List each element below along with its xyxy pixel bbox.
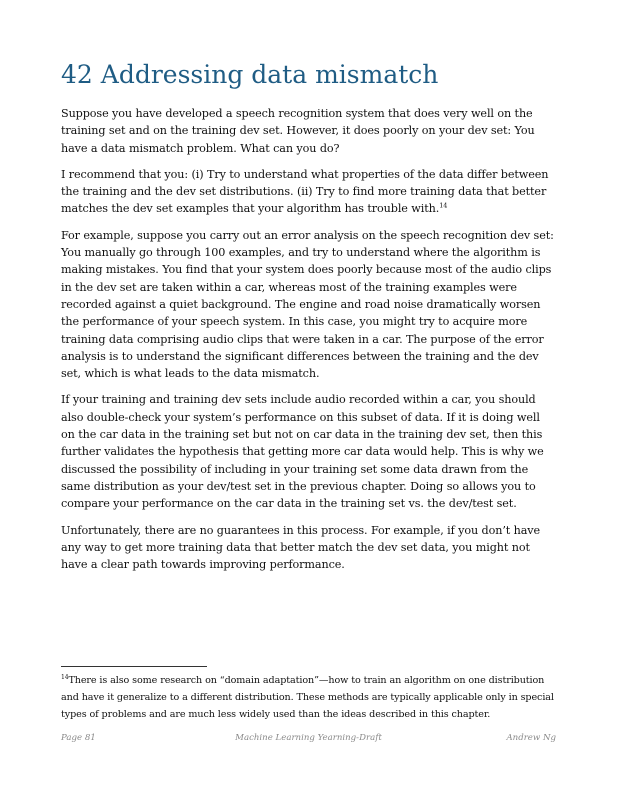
footer-book-title: Machine Learning Yearning-Draft <box>235 733 382 743</box>
paragraph-2-text: I recommend that you: (i) Try to understand what properties of the data differ between the training and the dev set distributions. (ii) Try to find more training data that better matches the dev set examples that your algorithm has trouble with. <box>61 167 549 216</box>
footer-author: Andrew Ng <box>506 733 556 743</box>
paragraph-5: Unfortunately, there are no guarantees in this process. For example, if you don’t have any way to get more training data that better match the dev set data, you might not have a clear path towards improving performance. <box>61 523 541 572</box>
paragraph-2 <box>61 166 555 218</box>
footnote-divider <box>61 666 207 667</box>
footnote <box>61 672 557 724</box>
footnote-text: There is also some research on “domain adaptation”—how to train an algorithm on one distribution and have it generalize to a different distribution. These methods are typically applicable only in special types of problems and are much less widely used than the ideas described in this chapter. <box>61 675 554 721</box>
paragraph-4: If your training and training dev sets include audio recorded within a car, you should also double-check your system’s performance on this subset of data. If it is doing well on the car data in the training set but not on car data in the training dev set, then this further validates the hypothesis that getting more car data would help. This is why we discussed the possibility of including in your training set some data drawn from the same distribution as your dev/test set in the previous chapter. Doing so allows you to compare your performance on the car data in the training set vs. the dev/test set. <box>61 393 544 511</box>
page-title: 42 Addressing data mismatch <box>61 60 439 89</box>
body-text <box>61 105 555 582</box>
paragraph-3: For example, suppose you carry out an error analysis on the speech recognition dev set: You manually go through 100 examples, and try to understand where the algorithm is making mistakes. You find that your system does poorly because most of the audio clips in the dev set are taken within a car, whereas most of the training examples were recorded against a quiet background. The engine and road noise dramatically worsen the performance of your speech system. In this case, you might try to acquire more training data comprising audio clips that were taken in a car. The purpose of the error analysis is to understand the significant differences between the training and the dev set, which is what leads to the data mismatch. <box>61 228 554 381</box>
footer-page-number: Page 81 <box>61 733 96 743</box>
page-footer <box>61 733 556 747</box>
paragraph-1: Suppose you have developed a speech recognition system that does very well on the training set and on the training dev set. However, it does poorly on your dev set: You have a data mismatch problem. What can you do? <box>61 107 535 155</box>
footnote-number: 14 <box>61 673 69 681</box>
footnote-reference: 14 <box>439 201 448 210</box>
